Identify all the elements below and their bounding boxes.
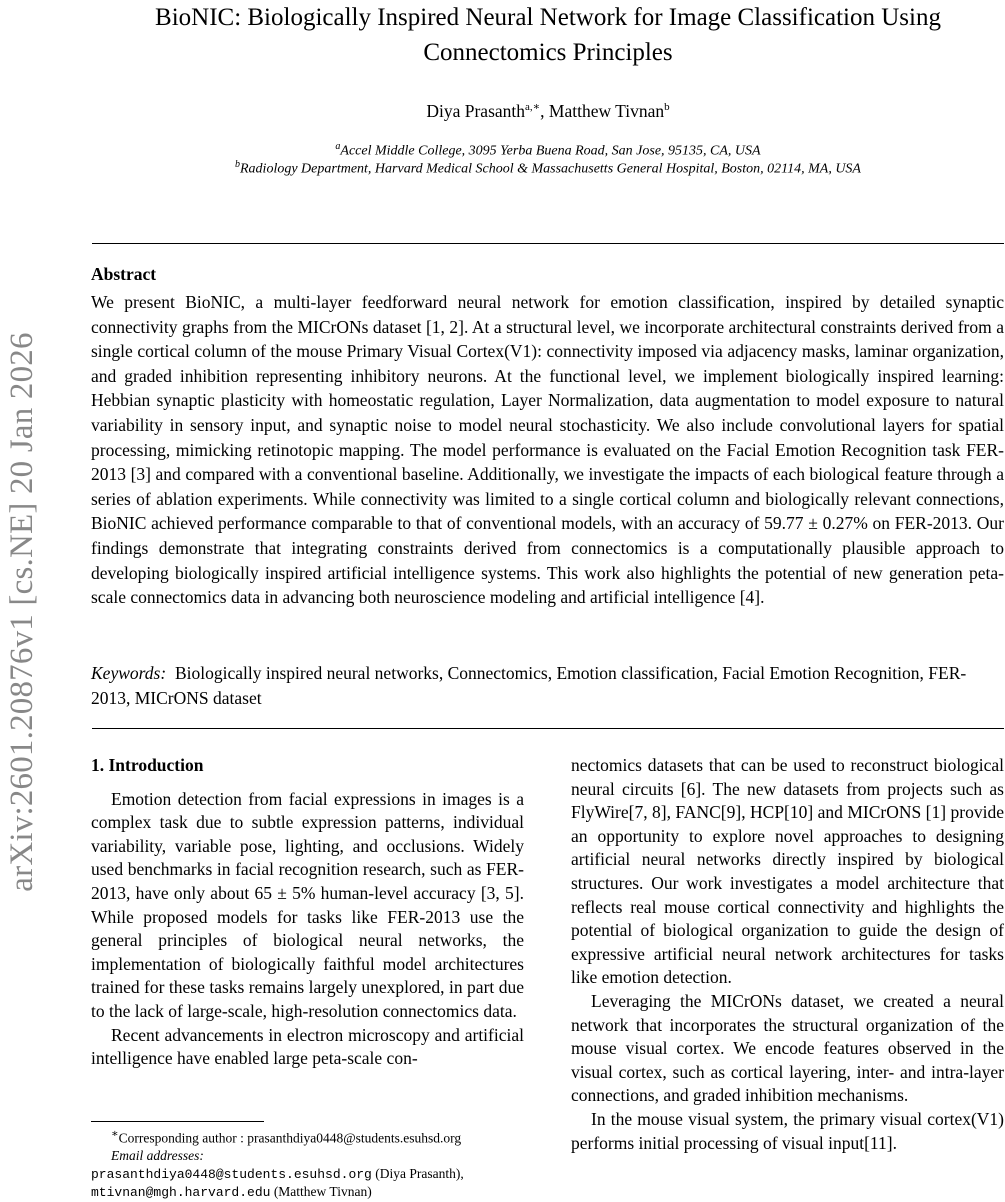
affiliation-mark: a [335,141,341,152]
affiliation-text: Accel Middle College, 3095 Yerba Buena Road, San Jose, 95135, CA, USA [340,143,761,159]
keywords [91,661,1004,710]
author-marks: a,∗ [525,101,541,113]
affiliation-mark: b [235,159,240,170]
section-heading: 1. Introduction [91,755,204,775]
right-column [571,754,1004,1155]
author-list: Diya Prasanth$^{a,∗}$, Matthew Tivnan$^b$ [426,100,670,121]
abstract-heading: Abstract [91,264,157,284]
footnote-mark: ∗ [111,1128,119,1140]
footnote-divider [91,1121,264,1122]
author-marks: b [664,101,670,113]
abstract-body: We present BioNIC, a multi-layer feedforward neural network for emotion classification, inspired by detailed synaptic connectivity graphs from the MICrONs dataset [1, 2]. At a structural level, we incorporate architectural constraints derived from a single cortical column of the mouse Primary Visual Cortex(V1): connectivity imposed via adjacency masks, laminar organization, and graded inhibition representing inhibitory neurons. At the functional level, we implement biologically inspired learning: Hebbian synaptic plasticity with homeostatic regulation, Layer Normalization, data augmentation to model exposure to natural variability in sensory input, and synaptic noise to model neural stochasticity. We also include convolutional layers for spatial processing, mimicking retinotopic mapping. The model performance is evaluated on the Facial Emotion Recognition task FER-2013 [3] and compared with a conventional baseline. Additionally, we investigate the impacts of each biological feature through a series of ablation experiments. While connectivity was limited to a single cortical column and biologically relevant connections, BioNIC achieved performance comparable to that of conventional models, with an accuracy of 59.77 ± 0.27% on FER-2013. Our findings demonstrate that integrating constraints derived from connectomics is a computationally plausible approach to developing biologically inspired artificial intelligence systems. This work also highlights the potential of new generation peta-scale connectomics data in advancing both neuroscience modeling and artificial intelligence [4]. [91,292,1004,608]
footnotes [91,1126,551,1202]
arxiv-identifier: arXiv:2601.20876v1 [cs.NE] 20 Jan 2026 [4,332,40,892]
paragraph: Recent advancements in electron microscopy and artificial intelligence have enabled large peta-scale con- [91,1024,524,1069]
email-address[interactable]: mtivnan@mgh.harvard.edu [91,1185,271,1200]
affiliation-text: Radiology Department, Harvard Medical School & Massachusetts General Hospital, Boston, 02114, MA, USA [240,161,861,177]
paragraph: Emotion detection from facial expressions in images is a complex task due to subtle expression patterns, individual variability, variable pose, lighting, and occlusions. Widely used benchmarks in facial recognition research, such as FER-2013, have only about 65 ± 5% human-level accuracy [3, 5]. While proposed models for tasks like FER-2013 use the general principles of biological neural networks, the implementation of biologically faithful model architectures trained for these tasks remains largely unexplored, in part due to the lack of large-scale, high-resolution connectomics data. [91,788,524,1021]
corresponding-author-text: Corresponding author : prasanthdiya0448@students.esuhsd.org [118,1130,462,1146]
email-owner: (Diya Prasanth), [375,1165,464,1181]
email-address[interactable]: prasanthdiya0448@students.esuhsd.org [91,1166,372,1182]
affiliation [92,156,1004,179]
keywords-text: Biologically inspired neural networks, Connectomics, Emotion classification, Facial Emotion Recognition, FER-2013, MICrONS dataset [91,663,967,708]
keywords-label: Keywords: [91,663,167,683]
author-name: Matthew Tivnan [548,100,665,121]
corresponding-author-note [91,1126,551,1147]
paragraph: nectomics datasets that can be used to reconstruct biological neural circuits [6]. The new datasets from projects such as FlyWire[7, 8], FANC[9], HCP[10] and MICrONS [1] provide an opportunity to explore novel approaches to designing artificial neural networks directly inspired by biological structures. Our work investigates a model architecture that reflects real mouse cortical connectivity and highlights the potential of biological organization to guide the design of expressive artificial neural network architectures for tasks like emotion detection. [571,755,1004,988]
email-owner: (Matthew Tivnan) [273,1184,372,1199]
email-entry [91,1165,551,1184]
email-label: Email addresses: [111,1148,204,1163]
paragraph: Leveraging the MICrONs dataset, we created a neural network that incorporates the structural organization of the mouse visual cortex. We encode features observed in the visual cortex, such as cortical layering, inter- and intra-layer connections, and graded inhibition mechanisms. [571,990,1004,1106]
divider [92,243,1004,244]
divider [92,728,1004,729]
left-column [91,754,524,1071]
paragraph: In the mouse visual system, the primary visual cortex(V1) performs initial processing of visual input[11]. [571,1108,1004,1153]
email-entry [91,1183,551,1202]
paper-title: BioNIC: Biologically Inspired Neural Network for Image Classification Using Connectomics Principles [155,4,941,66]
author-name: Diya Prasanth [426,100,526,121]
